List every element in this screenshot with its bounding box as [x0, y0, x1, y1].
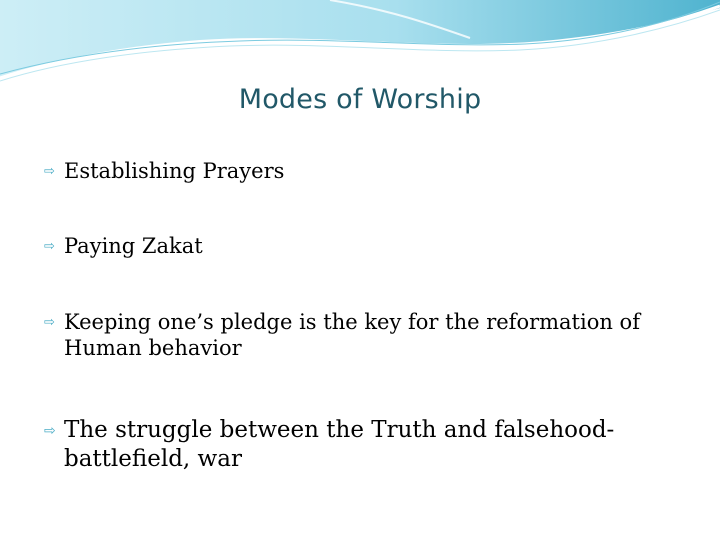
bullet-text: Paying Zakat: [64, 234, 203, 258]
bullet-item: [44, 416, 694, 474]
header-wave-decoration: [0, 0, 720, 90]
bullet-text: Establishing Prayers: [64, 159, 285, 183]
arrow-bullet-icon: ⇨: [44, 423, 56, 439]
bullet-item: [44, 309, 694, 362]
arrow-bullet-icon: ⇨: [44, 315, 55, 330]
bullet-text: Keeping one’s pledge is the key for the reformation of Human behavior: [64, 310, 640, 361]
slide-title: Modes of Worship: [238, 84, 482, 115]
arrow-bullet-icon: ⇨: [44, 239, 55, 254]
bullet-item: [44, 158, 694, 184]
bullet-text: The struggle between the Truth and falsehood- battlefield, war: [64, 417, 615, 472]
bullet-item: [44, 233, 694, 259]
arrow-bullet-icon: ⇨: [44, 164, 55, 179]
